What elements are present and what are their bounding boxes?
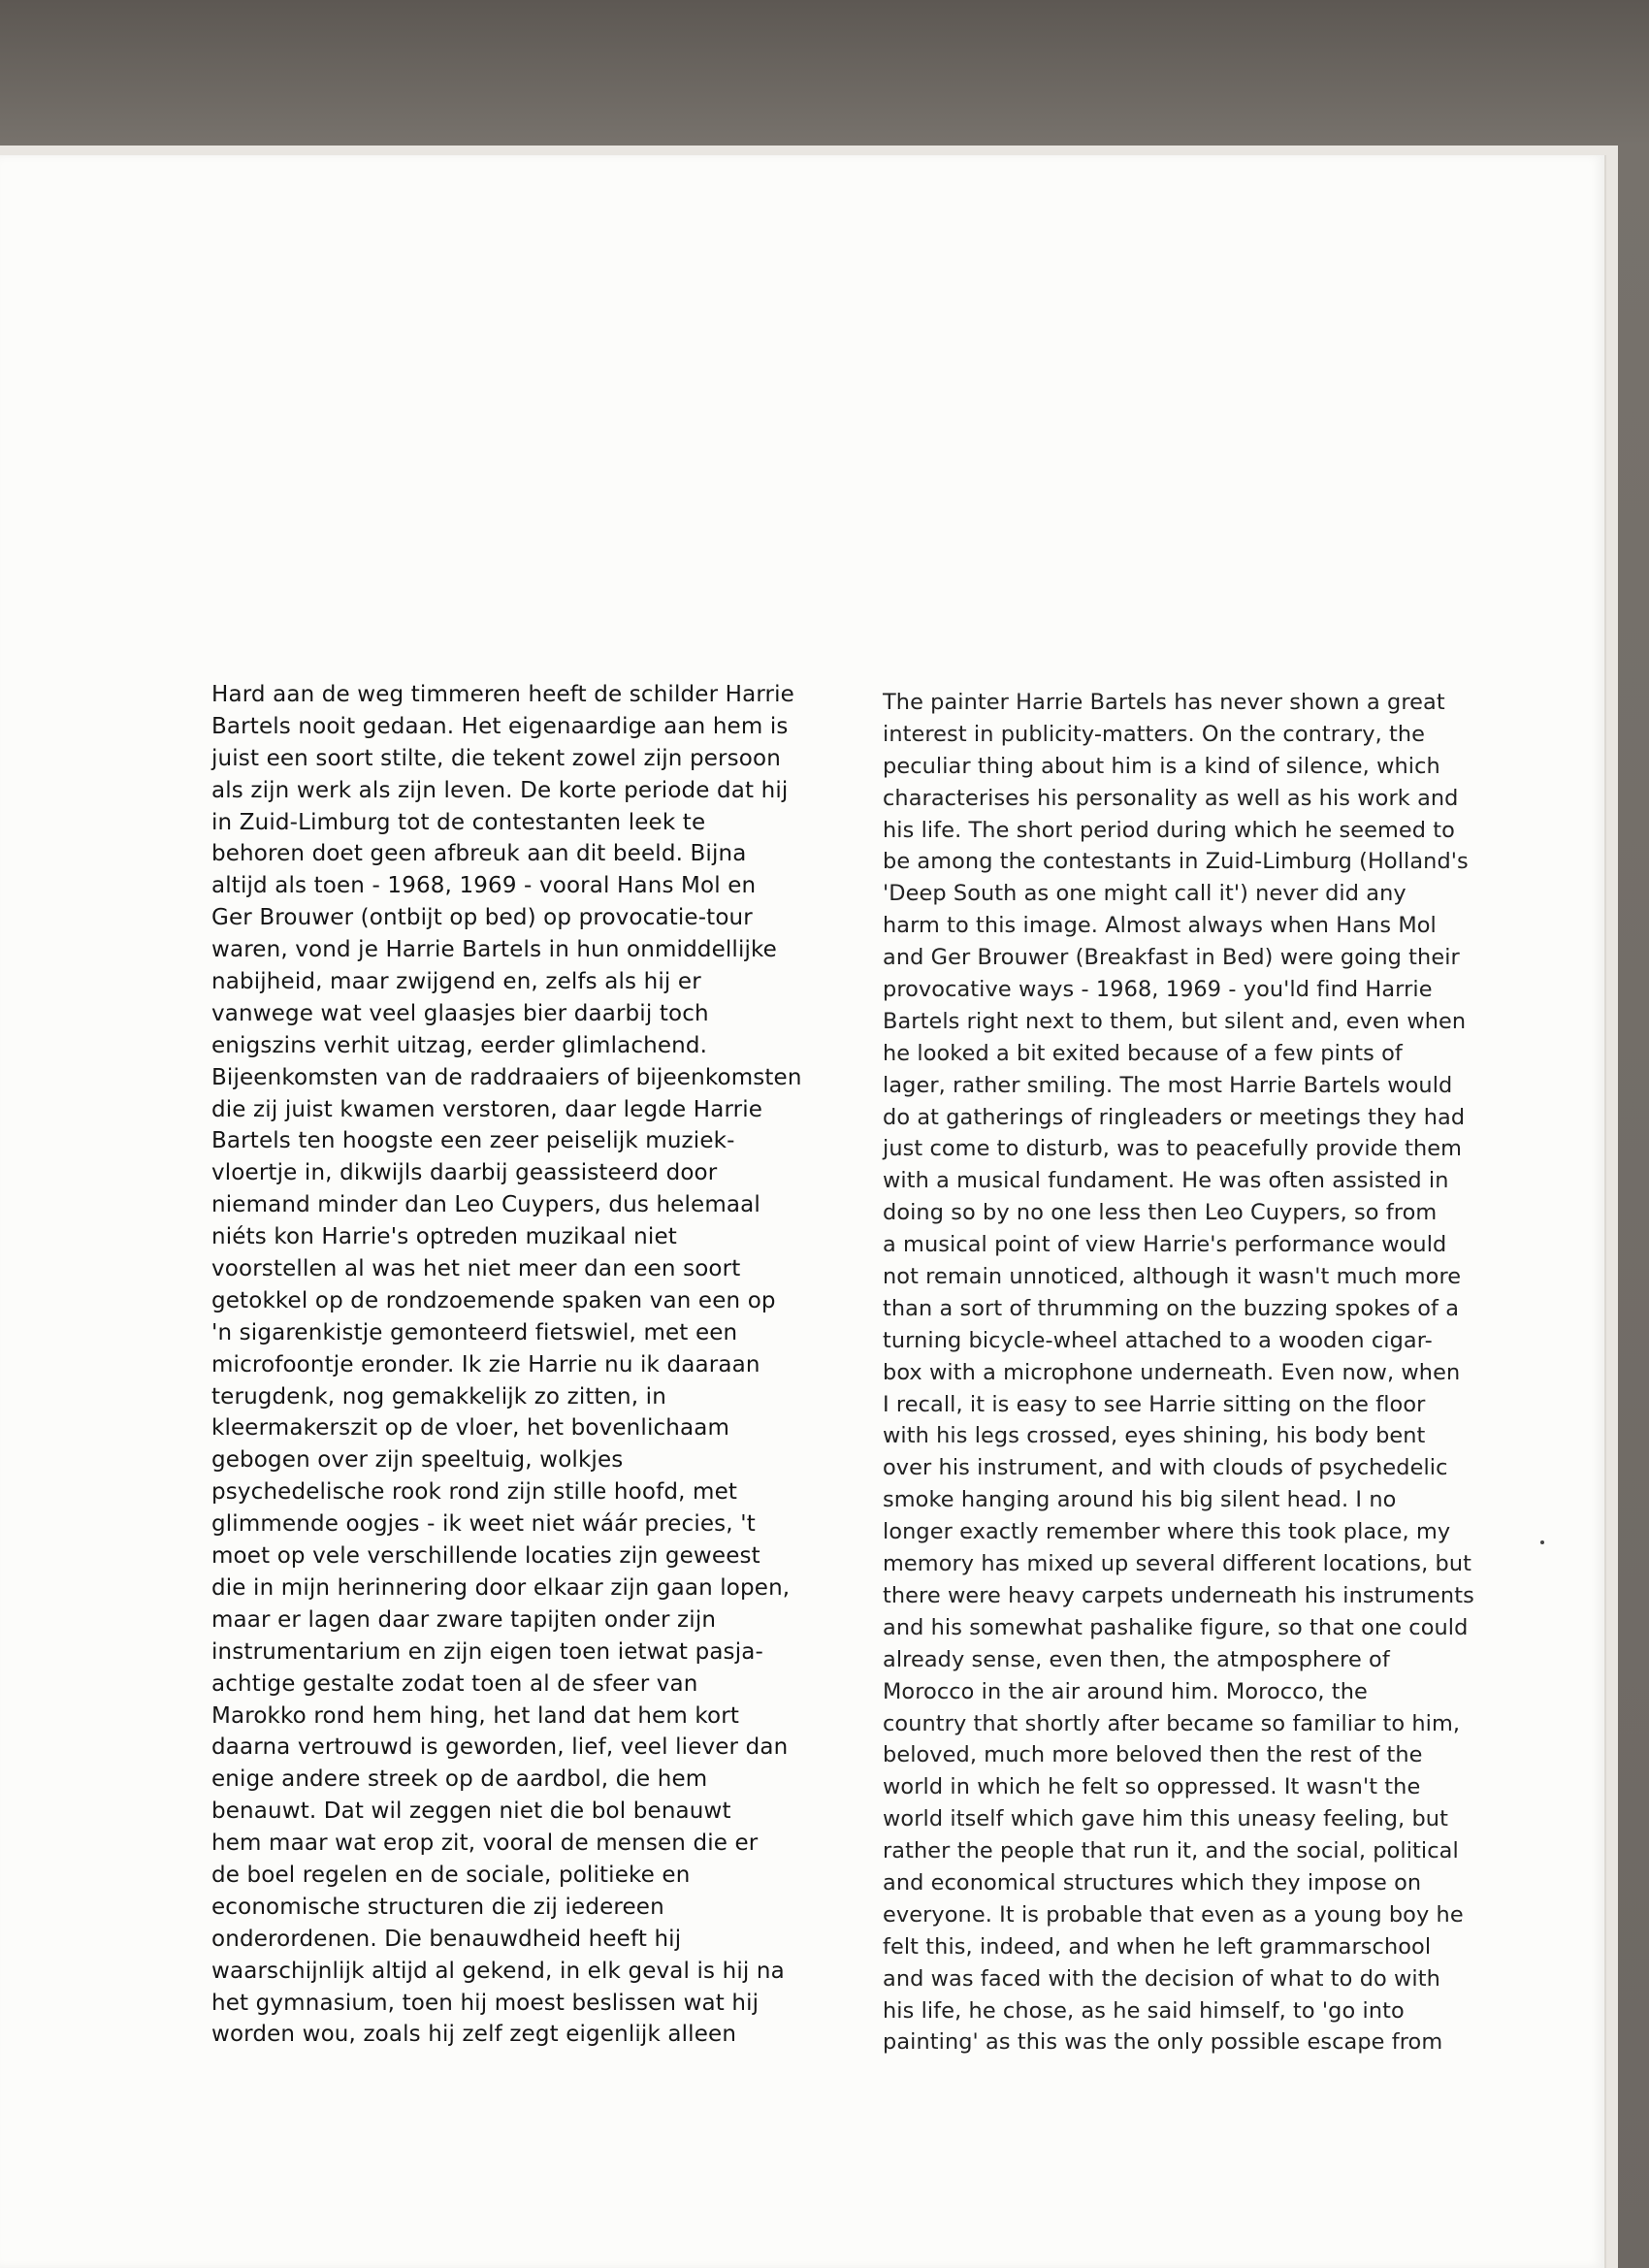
english-text-line: The painter Harrie Bartels has never shown a great — [883, 690, 1445, 715]
english-text-line: with a musical fundament. He was often assisted in — [883, 1168, 1449, 1194]
dutch-text-line: maar er lagen daar zware tapijten onder zijn — [211, 1606, 717, 1633]
english-text-line: do at gatherings of ringleaders or meetings they had — [883, 1104, 1466, 1130]
english-text-line: longer exactly remember where this took place, my — [883, 1519, 1451, 1545]
english-text-line: his life, he chose, as he said himself, to 'go into — [883, 1997, 1405, 2024]
english-text-line: world itself which gave him this uneasy feeling, but — [883, 1806, 1448, 1832]
dutch-text-line: enigszins verhit uitzag, eerder glimlachend. — [211, 1032, 708, 1058]
english-text-line: not remain unnoticed, although it wasn't much more — [883, 1264, 1462, 1290]
english-text-line: characterises his personality as well as his work and — [883, 785, 1459, 811]
dutch-text-line: terugdenk, nog gemakkelijk zo zitten, in — [211, 1383, 666, 1409]
dutch-text-line: vloertje in, dikwijls daarbij geassisteerd door — [211, 1160, 718, 1186]
dutch-text-line: waren, vond je Harrie Bartels in hun onmiddellijke — [211, 937, 777, 963]
english-text-line: provocative ways - 1968, 1969 - you'ld find Harrie — [883, 977, 1433, 1003]
english-text-line: and was faced with the decision of what to do with — [883, 1965, 1440, 1992]
book-page — [0, 155, 1606, 2268]
dutch-text-line: 'n sigarenkistje gemonteerd fietswiel, met een — [211, 1319, 738, 1345]
dutch-text-line: instrumentarium en zijn eigen toen ietwat pasja- — [211, 1638, 763, 1665]
dutch-text-line: gebogen over zijn speeltuig, wolkjes — [211, 1447, 624, 1474]
english-text-line: I recall, it is easy to see Harrie sitting on the floor — [883, 1391, 1426, 1417]
english-text-line: there were heavy carpets underneath his instruments — [883, 1582, 1474, 1608]
dutch-text-line: de boel regelen en de sociale, politieke en — [211, 1862, 691, 1888]
english-text-line: beloved, much more beloved then the rest of the — [883, 1742, 1423, 1768]
english-text-line: country that shortly after became so familiar to him, — [883, 1710, 1461, 1736]
dutch-text-line: getokkel op de rondzoemende spaken van een op — [211, 1287, 776, 1313]
english-text-line: just come to disturb, was to peacefully provide them — [883, 1136, 1463, 1162]
english-text-line: than a sort of thrumming on the buzzing spokes of a — [883, 1295, 1460, 1321]
dutch-text-line: altijd als toen - 1968, 1969 - vooral Hans Mol en — [211, 873, 757, 899]
english-text-line: his life. The short period during which he seemed to — [883, 817, 1455, 843]
dutch-text-line: Ger Brouwer (ontbijt op bed) op provocatie-tour — [211, 905, 753, 931]
dutch-text-line: enige andere streek op de aardbol, die hem — [211, 1766, 708, 1793]
dutch-text-line: onderordenen. Die benauwdheid heeft hij — [211, 1926, 682, 1952]
english-text-line: interest in publicity-matters. On the contrary, the — [883, 721, 1426, 747]
dutch-text-line: Hard aan de weg timmeren heeft de schilder Harrie — [211, 682, 794, 707]
dutch-text-line: Bartels nooit gedaan. Het eigenaardige aan hem is — [211, 713, 789, 739]
dutch-text-line: hem maar wat erop zit, vooral de mensen die er — [211, 1831, 759, 1857]
english-text-line: be among the contestants in Zuid-Limburg (Holland's — [883, 849, 1469, 875]
english-text-line: harm to this image. Almost always when Hans Mol — [883, 913, 1437, 939]
dutch-text-line: Bijeenkomsten van de raddraaiers of bijeenkomsten — [211, 1064, 802, 1090]
dutch-text-line: achtige gestalte zodat toen al de sfeer van — [211, 1670, 698, 1697]
english-text-column — [883, 687, 1474, 2058]
dutch-text-line: daarna vertrouwd is geworden, lief, veel liever dan — [211, 1734, 789, 1761]
english-text-line: with his legs crossed, eyes shining, his body bent — [883, 1423, 1426, 1449]
speck-mark — [1540, 1540, 1544, 1544]
english-text-line: he looked a bit exited because of a few pints of — [883, 1040, 1403, 1066]
dutch-text-line: microfoontje eronder. Ik zie Harrie nu ik daaraan — [211, 1351, 760, 1377]
dutch-text-line: voorstellen al was het niet meer dan een soort — [211, 1256, 741, 1282]
dutch-text-line: vanwege wat veel glaasjes bier daarbij toch — [211, 1000, 709, 1026]
dutch-text-line: juist een soort stilte, die tekent zowel zijn persoon — [211, 745, 781, 771]
dutch-text-line: die in mijn herinnering door elkaar zijn gaan lopen, — [211, 1574, 791, 1601]
dutch-text-line: benauwt. Dat wil zeggen niet die bol benauwt — [211, 1798, 731, 1825]
dutch-text-line: niéts kon Harrie's optreden muzikaal niet — [211, 1224, 677, 1250]
dutch-text-line: moet op vele verschillende locaties zijn geweest — [211, 1543, 760, 1570]
english-text-line: Bartels right next to them, but silent and, even when — [883, 1008, 1467, 1034]
english-text-line: painting' as this was the only possible escape from — [883, 2029, 1443, 2056]
english-text-line: doing so by no one less then Leo Cuypers, so from — [883, 1200, 1438, 1226]
dutch-text-line: in Zuid-Limburg tot de contestanten leek te — [211, 809, 706, 835]
english-text-line: a musical point of view Harrie's performance would — [883, 1232, 1447, 1258]
dutch-text-line: economische structuren die zij iedereen — [211, 1894, 664, 1920]
english-text-line: Morocco in the air around him. Morocco, the — [883, 1678, 1368, 1704]
english-text-line: turning bicycle-wheel attached to a wooden cigar- — [883, 1327, 1433, 1353]
dutch-text-line: Marokko rond hem hing, het land dat hem kort — [211, 1702, 740, 1729]
dutch-text-line: nabijheid, maar zwijgend en, zelfs als hij er — [211, 969, 701, 995]
dutch-text-column — [211, 679, 832, 2051]
english-text-line: 'Deep South as one might call it') never did any — [883, 881, 1406, 907]
dutch-text-line: als zijn werk als zijn leven. De korte periode dat hij — [211, 777, 789, 803]
english-text-line: and Ger Brouwer (Breakfast in Bed) were going their — [883, 945, 1460, 971]
english-text-line: and economical structures which they impose on — [883, 1869, 1422, 1895]
english-text-line: over his instrument, and with clouds of psychedelic — [883, 1455, 1448, 1481]
english-text-line: smoke hanging around his big silent head. I no — [883, 1487, 1397, 1513]
dutch-text-line: psychedelische rook rond zijn stille hoofd, met — [211, 1479, 738, 1506]
dutch-text-line: Bartels ten hoogste een zeer peiselijk muziek- — [211, 1128, 735, 1154]
english-text-line: peculiar thing about him is a kind of silence, which — [883, 753, 1440, 779]
english-text-line: everyone. It is probable that even as a young boy he — [883, 1901, 1464, 1928]
english-text-line: already sense, even then, the atmposphere of — [883, 1646, 1390, 1672]
english-text-line: and his somewhat pashalike figure, so that one could — [883, 1614, 1469, 1640]
dutch-text-line: waarschijnlijk altijd al gekend, in elk geval is hij na — [211, 1958, 785, 1984]
english-text-line: rather the people that run it, and the social, political — [883, 1838, 1459, 1864]
dutch-text-line: worden wou, zoals hij zelf zegt eigenlijk alleen — [211, 2022, 737, 2048]
english-text-line: lager, rather smiling. The most Harrie Bartels would — [883, 1072, 1453, 1098]
dutch-text-line: glimmende oogjes - ik weet niet wáár precies, 't — [211, 1511, 756, 1538]
dutch-text-line: niemand minder dan Leo Cuypers, dus helemaal — [211, 1192, 760, 1218]
dutch-text-line: die zij juist kwamen verstoren, daar legde Harrie — [211, 1096, 763, 1122]
dutch-text-line: kleermakerszit op de vloer, het bovenlichaam — [211, 1415, 730, 1442]
english-text-line: memory has mixed up several different locations, but — [883, 1551, 1471, 1577]
english-text-line: felt this, indeed, and when he left grammarschool — [883, 1933, 1432, 1960]
dutch-text-line: het gymnasium, toen hij moest beslissen wat hij — [211, 1990, 760, 2016]
english-text-line: world in which he felt so oppressed. It wasn't the — [883, 1774, 1421, 1800]
dutch-text-line: behoren doet geen afbreuk aan dit beeld. Bijna — [211, 841, 747, 867]
english-text-line: box with a microphone underneath. Even now, when — [883, 1359, 1461, 1385]
